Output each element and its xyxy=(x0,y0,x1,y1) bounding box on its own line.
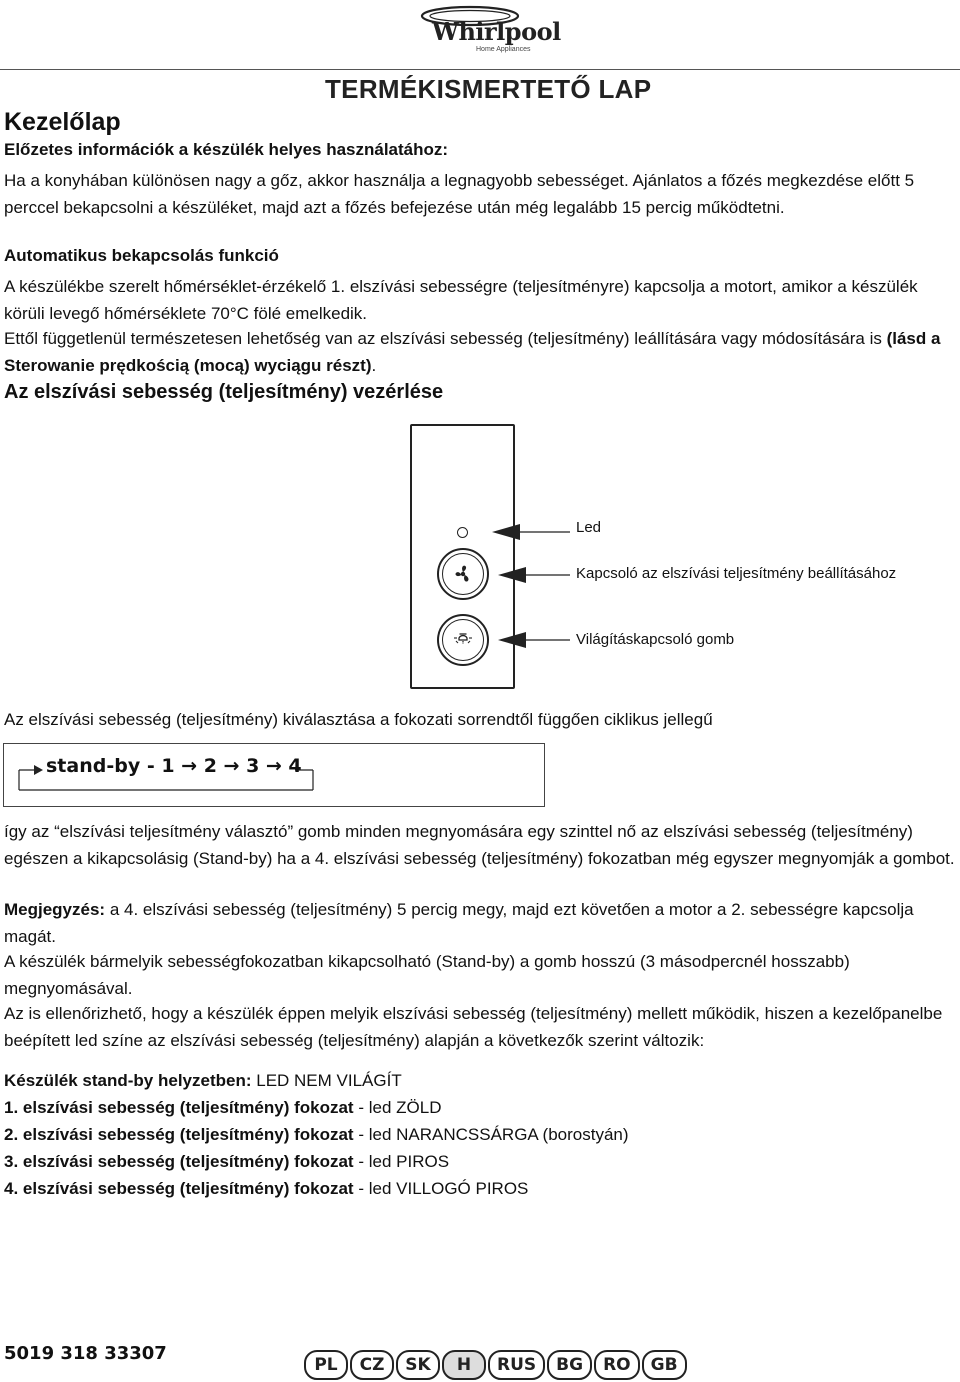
language-rus[interactable]: RUS xyxy=(488,1350,545,1380)
language-selector xyxy=(304,1350,687,1380)
language-cz[interactable]: CZ xyxy=(350,1350,394,1380)
auto-paragraph-2 xyxy=(4,326,956,379)
cycle-text: Az elszívási sebesség (teljesítmény) kiválasztása a fokozati sorrendtől függően ciklikus jellegű xyxy=(4,710,713,729)
led-state-label: 4. elszívási sebesség (teljesítmény) fokozat xyxy=(4,1179,354,1198)
control-heading: Az elszívási sebesség (teljesítmény) vezérlése xyxy=(4,381,444,403)
whirlpool-logo xyxy=(418,4,561,54)
auto-paragraph-1: A készülékbe szerelt hőmérséklet-érzékelő 1. elszívási sebességre (teljesítményre) kapcsolja a motort, amikor a készülék körüli levegő hőmérséklete 70°C fölé emelkedik. xyxy=(4,277,918,323)
standby-paragraph: A készülék bármelyik sebességfokozatban kikapcsolható (Stand-by) a gomb hosszú (3 másodpercnél hosszabb) megnyomásával. xyxy=(4,952,850,998)
header-divider xyxy=(0,69,960,70)
callout-speed-switch: Kapcsoló az elszívási teljesítmény beállításához xyxy=(576,565,897,582)
light-switch-button[interactable] xyxy=(437,614,489,666)
prelim-paragraph: Ha a konyhában különösen nagy a gőz, akkor használja a legnagyobb sebességet. Ajánlatos a főzés megkezdése előtt 5 perccel bekapcsolni a készüléket, majd azt a főzés befejezése után még legalább 15 percig működtetni. xyxy=(4,171,915,217)
led-state-speed-4 xyxy=(4,1179,528,1199)
logo-wordmark: Whirlpool xyxy=(432,17,561,46)
callout-light-switch: Világításkapcsoló gomb xyxy=(576,631,735,648)
document-title: TERMÉKISMERTETŐ LAP xyxy=(325,74,652,104)
language-bg[interactable]: BG xyxy=(547,1350,592,1380)
led-paragraph: Az is ellenőrizhető, hogy a készülék éppen melyik elszívási sebesség (teljesítmény) mellett működik, hiszen a kezelőpanelbe beépített led színe az elszívási sebesség (teljesítmény) alapján a következők szerint változik: xyxy=(4,1004,943,1050)
led-state-label: 3. elszívási sebesség (teljesítmény) fokozat xyxy=(4,1152,354,1171)
led-state-label: 2. elszívási sebesség (teljesítmény) fokozat xyxy=(4,1125,354,1144)
auto-paragraph-2-reference: (lásd a Sterowanie prędkością (mocą) wyciągu részt) xyxy=(4,329,941,375)
auto-paragraph-2-end: . xyxy=(371,355,377,375)
section-title: Kezelőlap xyxy=(4,108,121,136)
led-state-label: Készülék stand-by helyzetben: xyxy=(4,1071,252,1090)
language-pl[interactable]: PL xyxy=(304,1350,348,1380)
light-switch-ring xyxy=(442,619,484,661)
led-state-speed-1 xyxy=(4,1098,441,1118)
speed-switch-button[interactable] xyxy=(437,548,489,600)
note-text: a 4. elszívási sebesség (teljesítmény) 5 percig megy, majd ezt követően a motor a 2. sebességre kapcsolja magát. xyxy=(4,900,914,946)
press-paragraph: így az “elszívási teljesítmény választó” gomb minden megnyomására egy szinttel nő az elszívási sebesség (teljesítmény) egészen a kikapcsolásig (Stand-by) ha a 4. elszívási sebesség (teljesítmény) fokozatban még egyszer megnyomják a gombot. xyxy=(4,822,955,868)
lightbulb-icon xyxy=(450,627,476,653)
led-state-standby xyxy=(4,1071,402,1091)
logo-tagline: Home Appliances xyxy=(476,46,531,53)
note-paragraph xyxy=(4,897,956,950)
led-state-speed-2 xyxy=(4,1125,629,1145)
language-gb[interactable]: GB xyxy=(642,1350,687,1380)
speed-sequence: stand-by - 1 → 2 → 3 → 4 xyxy=(46,755,302,777)
language-ro[interactable]: RO xyxy=(594,1350,640,1380)
led-state-value: LED NEM VILÁGÍT xyxy=(251,1071,402,1090)
language-sk[interactable]: SK xyxy=(396,1350,440,1380)
led-state-speed-3 xyxy=(4,1152,449,1172)
led-state-value: - led NARANCSSÁRGA (borostyán) xyxy=(353,1125,629,1144)
fan-icon xyxy=(450,561,476,587)
led-state-value: - led VILLOGÓ PIROS xyxy=(353,1179,529,1198)
note-label: Megjegyzés: xyxy=(4,900,106,919)
auto-paragraph-2-start: Ettől függetlenül természetesen lehetőség van az elszívási sebesség (teljesítmény) leállítására vagy módosítására is xyxy=(4,329,887,348)
prelim-heading: Előzetes információk a készülék helyes használatához: xyxy=(4,140,449,159)
language-h[interactable]: H xyxy=(442,1350,486,1380)
callout-led: Led xyxy=(576,519,602,536)
led-state-value: - led ZÖLD xyxy=(353,1098,442,1117)
speed-switch-ring xyxy=(442,553,484,595)
led-state-label: 1. elszívási sebesség (teljesítmény) fokozat xyxy=(4,1098,354,1117)
led-indicator xyxy=(457,527,468,538)
auto-heading: Automatikus bekapcsolás funkció xyxy=(4,246,279,265)
led-state-value: - led PIROS xyxy=(353,1152,450,1171)
document-code: 5019 318 33307 xyxy=(4,1343,167,1364)
